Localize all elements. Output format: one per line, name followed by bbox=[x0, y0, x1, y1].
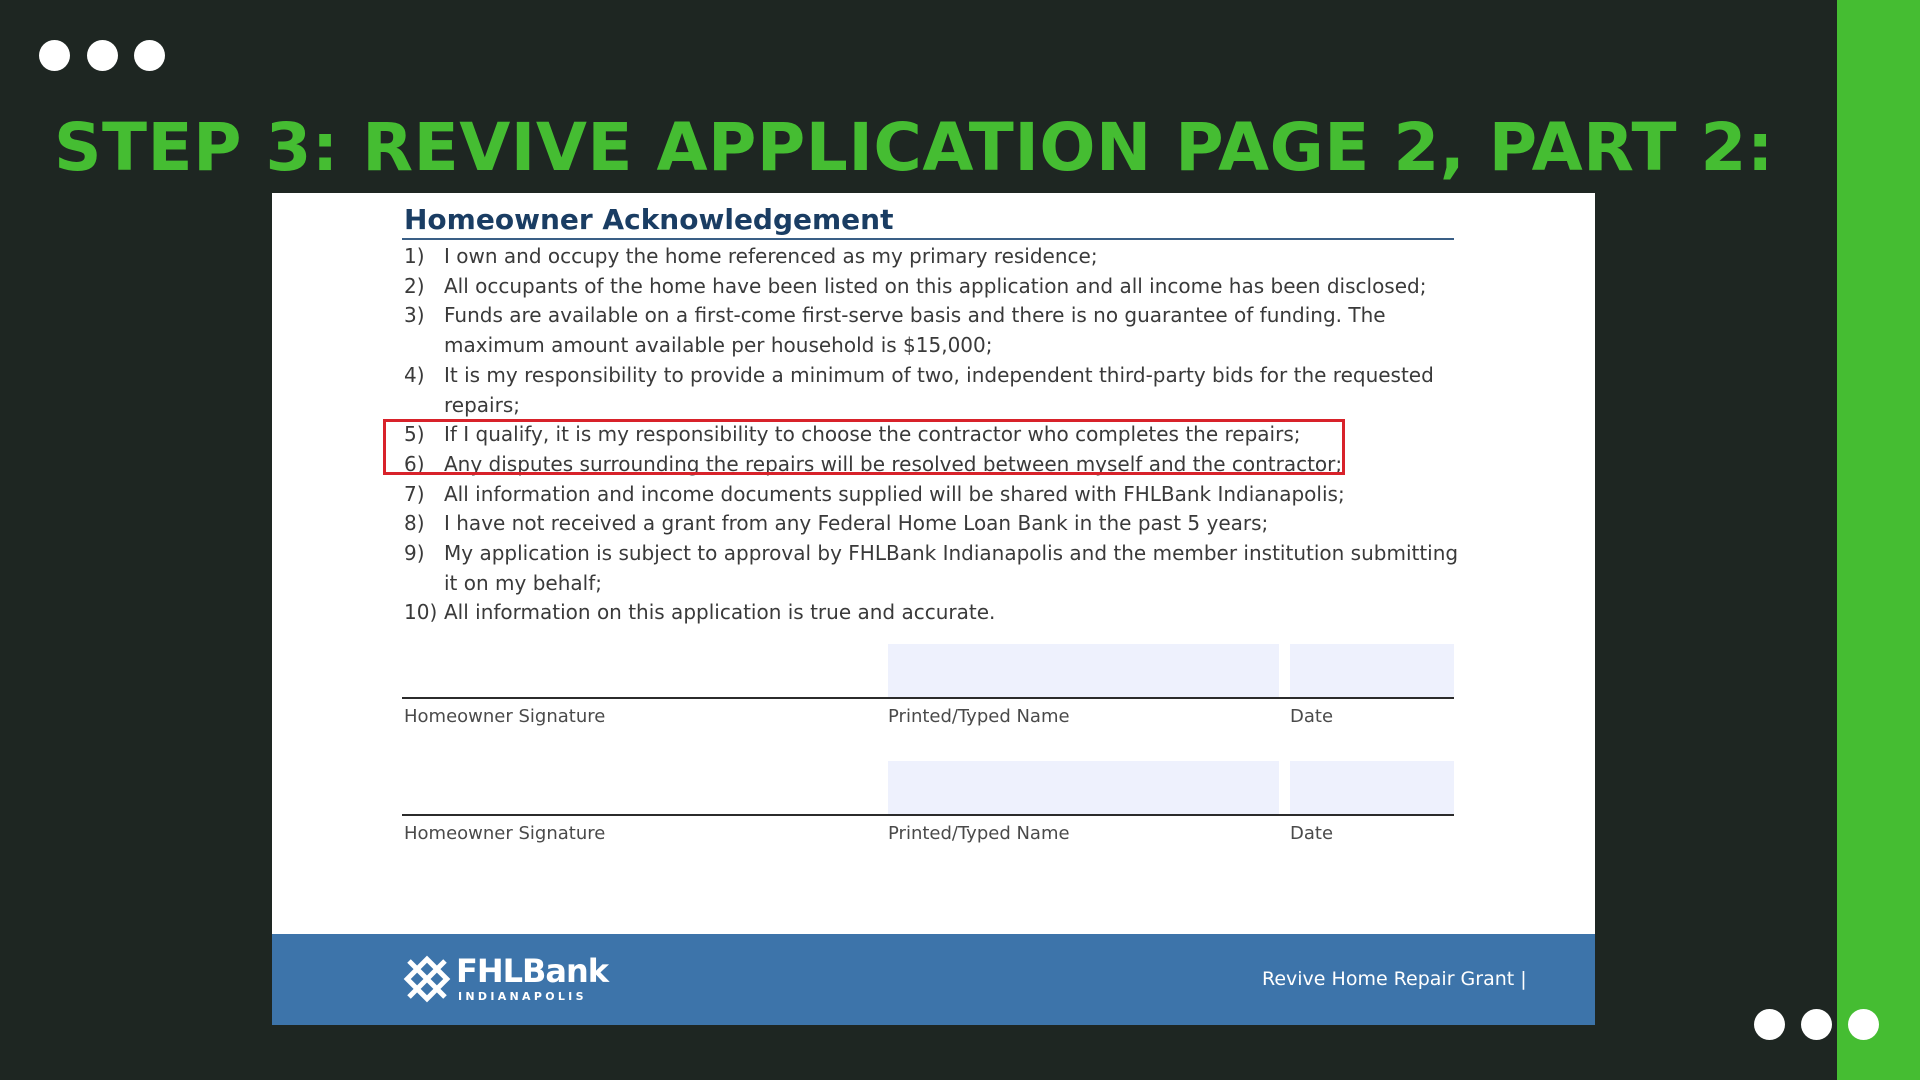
date-label: Date bbox=[1290, 706, 1334, 727]
item-text: Funds are available on a first-come first-serve basis and there is no guarantee of funding. The maximum amount available per household is $15,000; bbox=[444, 303, 1386, 358]
section-heading: Homeowner Acknowledgement bbox=[404, 203, 894, 236]
list-item bbox=[404, 242, 1464, 272]
application-document bbox=[272, 193, 1595, 1025]
printed-name-label: Printed/Typed Name bbox=[888, 706, 1070, 727]
item-number: 1) bbox=[404, 244, 425, 268]
decorative-dot bbox=[134, 40, 165, 71]
decorative-dot bbox=[39, 40, 70, 71]
item-number: 3) bbox=[404, 303, 425, 328]
signature-line bbox=[402, 814, 1454, 816]
signature-line bbox=[402, 697, 1454, 699]
item-text: My application is subject to approval by FHLBank Indianapolis and the member institution submitting it on my behalf; bbox=[444, 541, 1459, 595]
item-number: 10) bbox=[404, 600, 438, 625]
date-field[interactable] bbox=[1290, 761, 1454, 814]
decorative-dot bbox=[1754, 1009, 1785, 1040]
list-item bbox=[404, 272, 1464, 302]
slide-title: STEP 3: REVIVE APPLICATION PAGE 2, PART 2: bbox=[54, 109, 1774, 186]
decorative-dot bbox=[1801, 1009, 1832, 1040]
document-footer bbox=[272, 934, 1595, 1025]
item-number: 8) bbox=[404, 511, 425, 536]
item-number: 5) bbox=[404, 422, 425, 447]
date-label: Date bbox=[1290, 823, 1334, 844]
item-text: All information and income documents supplied will be shared with FHLBank Indianapolis; bbox=[444, 481, 1345, 506]
item-number: 7) bbox=[404, 481, 425, 506]
item-text: If I qualify, it is my responsibility to choose the contractor who completes the repairs; bbox=[444, 422, 1301, 447]
printed-name-label: Printed/Typed Name bbox=[888, 823, 1070, 844]
printed-name-field[interactable] bbox=[888, 761, 1279, 814]
decorative-dot bbox=[1848, 1009, 1879, 1040]
item-text: I have not received a grant from any Federal Home Loan Bank in the past 5 years; bbox=[444, 511, 1269, 536]
list-item bbox=[404, 598, 1464, 628]
printed-name-field[interactable] bbox=[888, 644, 1279, 697]
list-item bbox=[404, 361, 1464, 420]
item-number: 9) bbox=[404, 541, 425, 566]
highlight-box-items-5-6 bbox=[383, 419, 1345, 475]
heading-divider bbox=[402, 238, 1454, 240]
list-item bbox=[404, 539, 1464, 598]
program-name: Revive Home Repair Grant | bbox=[1262, 968, 1527, 990]
item-text: Any disputes surrounding the repairs will be resolved between myself and the contractor; bbox=[444, 451, 1343, 476]
item-text: It is my responsibility to provide a minimum of two, independent third-party bids for the requested repairs; bbox=[444, 362, 1434, 417]
logo-subtitle: INDIANAPOLIS bbox=[458, 990, 587, 1003]
list-item bbox=[404, 509, 1464, 539]
fhlbank-logo bbox=[402, 952, 609, 1008]
list-item bbox=[404, 301, 1464, 360]
item-number: 4) bbox=[404, 362, 425, 387]
list-item bbox=[404, 480, 1464, 510]
item-number: 6) bbox=[404, 451, 425, 476]
accent-side-bar bbox=[1837, 0, 1920, 1080]
decorative-dot bbox=[87, 40, 118, 71]
fhlbank-logo-icon bbox=[402, 954, 452, 1004]
logo-wordmark: FHLBank bbox=[456, 952, 609, 990]
item-text: I own and occupy the home referenced as my primary residence; bbox=[444, 244, 1098, 268]
signature-label: Homeowner Signature bbox=[404, 706, 606, 727]
item-text: All occupants of the home have been listed on this application and all income has been disclosed; bbox=[444, 273, 1427, 298]
item-number: 2) bbox=[404, 273, 425, 298]
item-text: All information on this application is true and accurate. bbox=[444, 600, 996, 625]
date-field[interactable] bbox=[1290, 644, 1454, 697]
signature-label: Homeowner Signature bbox=[404, 823, 606, 844]
